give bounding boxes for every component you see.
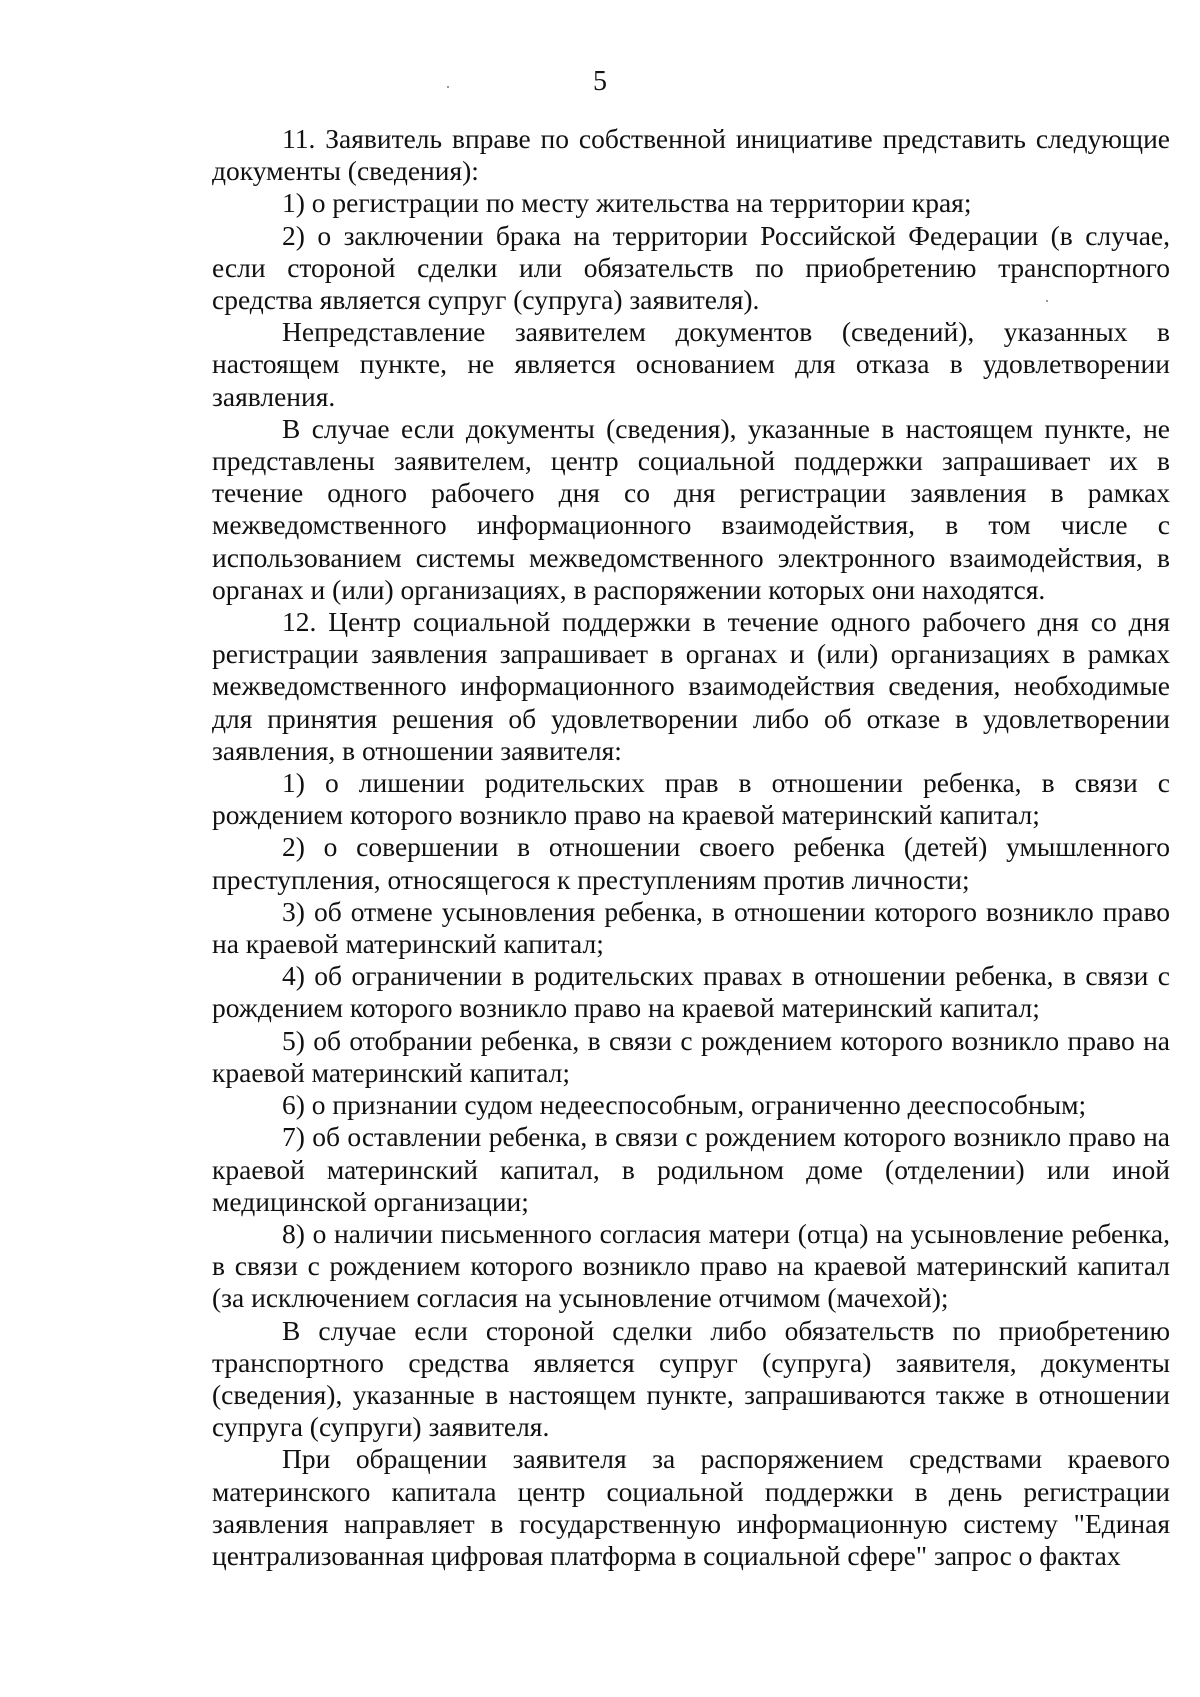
paragraph-spouse-requests: В случае если стороной сделки либо обязательств по приобретению транспортного средства является супруг (супруга) заявителя, документы (сведения), указанные в настоящем пункте, запрашиваются также в отношении супруга (супруги) заявителя. <box>212 1314 1170 1443</box>
list-item-12-4: 4) об ограничении в родительских правах в отношении ребенка, в связи с рождением которого возникло право на краевой материнский капитал; <box>212 960 1170 1024</box>
list-item-12-1: 1) о лишении родительских прав в отношении ребенка, в связи с рождением которого возникло право на краевой материнский капитал; <box>212 767 1170 831</box>
scan-speck <box>447 86 449 88</box>
paragraph-12-intro: 12. Центр социальной поддержки в течение одного рабочего дня со дня регистрации заявления запрашивает в органах и (или) организациях в рамках межведомственного информационного взаимодействия сведения, необходимые для принятия решения об удовлетворении либо об отказе в удовлетворении заявления, в отношении заявителя: <box>212 606 1170 766</box>
paragraph-request-procedure: В случае если документы (сведения), указанные в настоящем пункте, не представлены заявителем, центр социальной поддержки запрашивает их в течение одного рабочего дня со дня регистрации заявления в рамках межведомственного информационного взаимодействия, в том числе с использованием системы межведомственного электронного взаимодействия, в органах и (или) организациях, в распоряжении которых они находятся. <box>212 412 1170 605</box>
list-item-12-3: 3) об отмене усыновления ребенка, в отношении которого возникло право на краевой материнский капитал; <box>212 895 1170 960</box>
list-item-12-7: 7) об оставлении ребенка, в связи с рождением которого возникло право на краевой материнский капитал, в родильном доме (отделении) или иной медицинской организации; <box>212 1121 1170 1217</box>
list-item-11-2: 2) о заключении брака на территории Российской Федерации (в случае, если стороной сделки или обязательств по приобретению транспортного средства является супруг (супруга) заявителя). <box>212 219 1170 316</box>
paragraph-11-intro: 11. Заявитель вправе по собственной инициативе представить следующие документы (сведения): <box>212 123 1170 187</box>
list-item-12-6: 6) о признании судом недееспособным, ограниченно дееспособным; <box>282 1089 1087 1121</box>
list-item-12-8: 8) о наличии письменного согласия матери (отца) на усыновление ребенка, в связи с рождением которого возникло право на краевой материнский капитал (за исключением согласия на усыновление отчимом (мачехой); <box>212 1217 1170 1314</box>
list-item-11-1: 1) о регистрации по месту жительства на территории края; <box>282 187 972 219</box>
document-body <box>212 123 1170 1572</box>
list-item-12-5: 5) об отобрании ребенка, в связи с рождением которого возникло право на краевой материнский капитал; <box>212 1024 1170 1088</box>
paragraph-capital-disposal: При обращении заявителя за распоряжением средствами краевого материнского капитала центр социальной поддержки в день регистрации заявления направляет в государственную информационную систему "Единая централизованная цифровая платформа в социальной сфере" запрос о фактах <box>212 1443 1170 1571</box>
paragraph-non-submission: Непредставление заявителем документов (сведений), указанных в настоящем пункте, не является основанием для отказа в удовлетворении заявления. <box>212 316 1170 412</box>
page-number: 5 <box>593 66 607 97</box>
list-item-12-2: 2) о совершении в отношении своего ребенка (детей) умышленного преступления, относящегося к преступлениям против личности; <box>212 831 1170 895</box>
